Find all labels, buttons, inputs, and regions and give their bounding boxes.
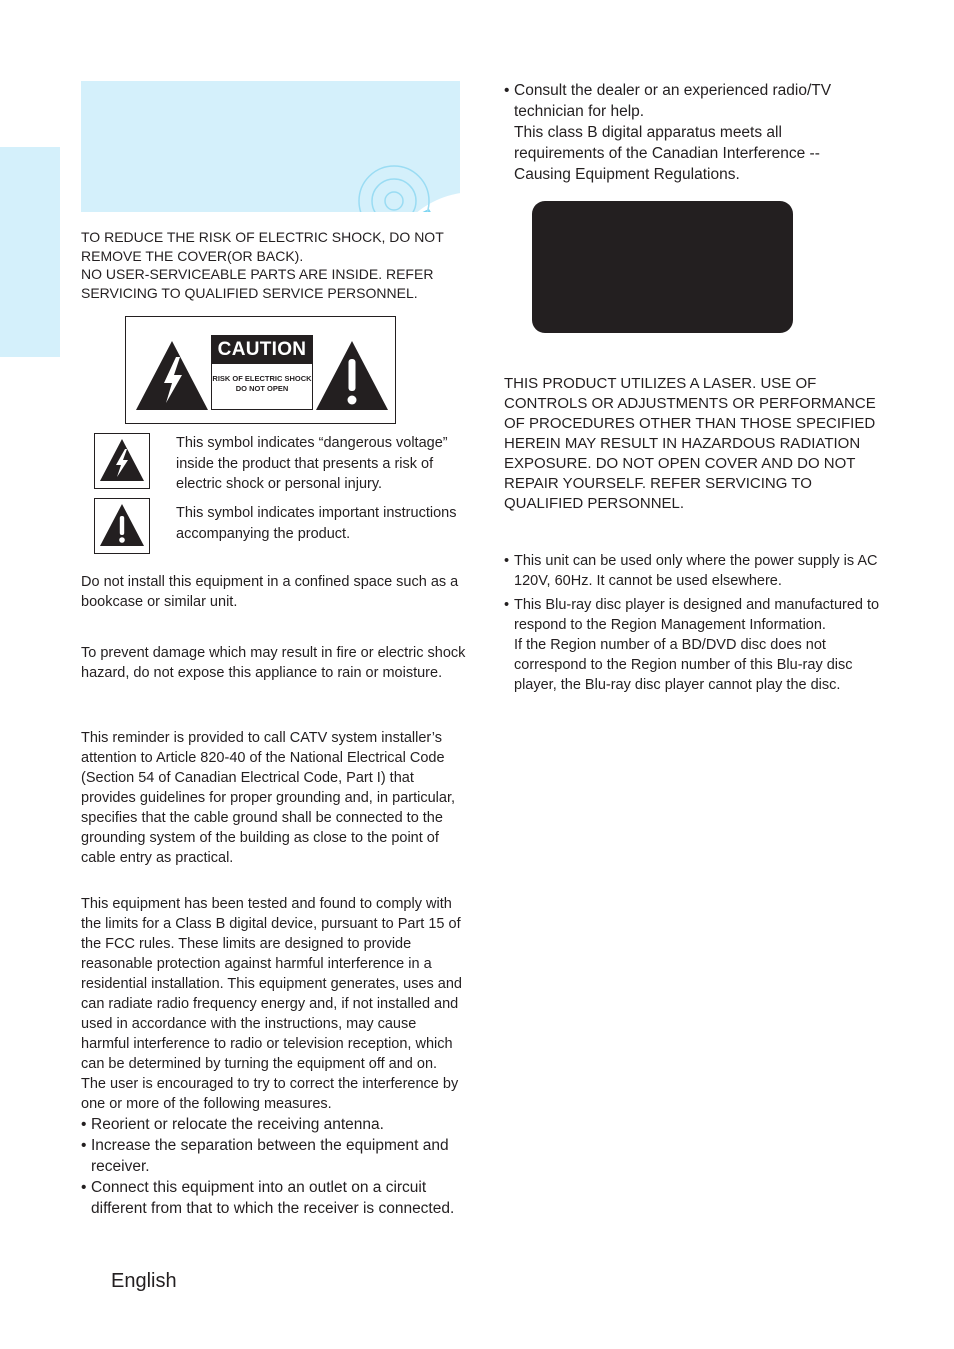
laser-label-panel — [532, 201, 793, 333]
list-item: • Reorient or relocate the receiving antenna. — [81, 1114, 466, 1135]
fcc-paragraph: This equipment has been tested and found to comply with the limits for a Class B digital device, pursuant to Part 15 of the FCC rules. These limits are designed to provide reasonable protection against harmful interference in a residential installation. This equipment generates, uses and can radiate radio frequency energy and, if not installed and used in accordance with the instructions, may cause harmful interference to radio or television reception, which can be determined by turning the equipment off and on. — [81, 896, 462, 1072]
laser-warning-text: THIS PRODUCT UTILIZES A LASER. USE OF CONTROLS OR ADJUSTMENTS OR PERFORMANCE OF PROCEDURES OTHER THAN THOSE SPECIFIED HEREIN MAY RESULT IN HAZARDOUS RADIATION EXPOSURE. DO NOT OPEN COVER AND DO NOT REPAIR YOURSELF. REFER SERVICING TO QUALIFIED PERSONNEL. — [504, 375, 876, 512]
exclamation-triangle-icon — [95, 499, 149, 553]
list-item: • Increase the separation between the equipment and receiver. — [81, 1135, 466, 1177]
fcc-measures-list — [81, 1114, 466, 1219]
footer-language: English — [111, 1270, 177, 1292]
side-section-tab — [0, 147, 60, 357]
fcc-section — [81, 894, 466, 1219]
instructions-symbol-box — [94, 498, 150, 554]
lightning-triangle-icon — [95, 434, 149, 488]
list-item: • This Blu-ray disc player is designed and manufactured to respond to the Region Management Information. If the Region number of a BD/DVD disc does not correspond to the Region number of this Blu-ray disc player, the Blu-ray disc player cannot play the disc. — [504, 595, 884, 695]
catv-paragraph: This reminder is provided to call CATV system installer’s attention to Article 820-40 of the National Electrical Code (Section 54 of Canadian Electrical Code, Part I) that provides guidelines for proper grounding and, in particular, specifies that the cable ground shall be connected to the grounding system of the building as close to the point of cable entry as practical. — [81, 730, 456, 866]
fcc-user-paragraph: The user is encouraged to try to correct the interference by one or more of the following measures. — [81, 1076, 459, 1112]
instructions-symbol-text: This symbol indicates important instructions accompanying the product. — [176, 505, 457, 542]
disc-icon — [81, 81, 460, 212]
rain-moisture-paragraph: To prevent damage which may result in fire or electric shock hazard, do not expose this appliance to rain or moisture. — [81, 645, 466, 681]
voltage-symbol-text: This symbol indicates “dangerous voltage” inside the product that presents a risk of electric shock or personal injury. — [176, 435, 448, 492]
consult-dealer-section — [504, 80, 874, 185]
power-region-section — [504, 551, 884, 699]
caution-label-box — [125, 316, 396, 424]
list-item: • Connect this equipment into an outlet on a circuit different from that to which the receiver is connected. — [81, 1177, 466, 1219]
canadian-compliance-text: This class B digital apparatus meets all requirements of the Canadian Interference -- Causing Equipment Regulations. — [514, 124, 820, 183]
caution-title: CAUTION — [212, 336, 312, 364]
caution-subtext: RISK OF ELECTRIC SHOCK DO NOT OPEN — [212, 374, 312, 393]
voltage-symbol-box — [94, 433, 150, 489]
list-item: • This unit can be used only where the power supply is AC 120V, 60Hz. It cannot be used elsewhere. — [504, 551, 884, 591]
header-band — [81, 81, 460, 212]
confined-space-paragraph: Do not install this equipment in a confined space such as a bookcase or similar unit. — [81, 574, 459, 610]
caution-sticker — [211, 335, 313, 410]
shock-warning-text: TO REDUCE THE RISK OF ELECTRIC SHOCK, DO NOT REMOVE THE COVER(OR BACK). NO USER-SERVICEABLE PARTS ARE INSIDE. REFER SERVICING TO QUALIFIED SERVICE PERSONNEL. — [81, 229, 444, 301]
lightning-triangle-icon — [134, 337, 210, 413]
list-item: • Consult the dealer or an experienced radio/TV technician for help. — [504, 80, 874, 122]
exclamation-triangle-icon — [314, 337, 390, 413]
